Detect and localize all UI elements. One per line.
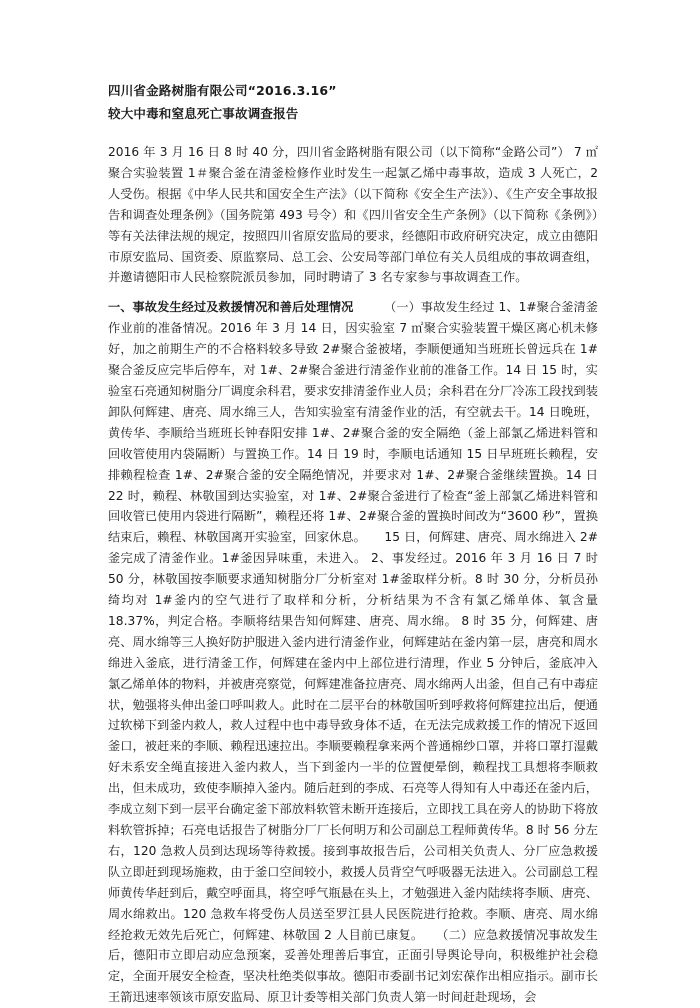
section1-spacer <box>353 300 390 314</box>
intro-paragraph: 2016 年 3 月 16 日 8 时 40 分，四川省金路树脂有限公司（以下简称“金路公司”） 7 ㎡聚合实验装置 1＃聚合釜在清釜检修作业时发生一起氯乙烯中毒事故，造成 3 人死亡，2 人受伤。根据《中华人民共和国安全生产法》（以下简称《安全生产法》）、《生产安全事故报告和调查处理条例》（国务院第 493 号令）和《四川省安全生产条例》（以下简称《条例》）等有关法律法规的规定，按照四川省原安监局的要求，经德阳市政府研究决定，成立由德阳市原安监局、国资委、原监察局、总工会、公安局等部门单位有关人员组成的事故调查组，并邀请德阳市人民检察院派员参加，同时聘请了 3 名专家参与事故调查工作。 <box>108 145 598 285</box>
section1-paragraph <box>108 297 598 1008</box>
section1-body: （一）事故发生经过 1、1#聚合釜清釜作业前的准备情况。2016 年 3 月 14 日，因实验室 7 ㎡聚合实验装置干燥区离心机未修好，加之前期生产的不合格料较多导致 2#聚合釜被堵，李顺便通知当班班长曾远兵在 1#聚合釜反应完毕后停车，对 1#、2#聚合釜进行清釜作业前的准备工作。14 日 15 时，实验室石亮通知树脂分厂调度余科君，要求安排清釜作业人员；余科君在分厂冷冻工段找到装卸队何辉建、唐亮、周水绵三人，告知实验室有清釜作业的活，有空就去干。14 日晚班，黄传华、李顺给当班班长钟春阳安排 1#、2#聚合釜的安全隔绝（釜上部氯乙烯进料管和回收管使用内袋隔断）与置换工作。14 日 19 时，李顺电话通知 15 日早班班长赖程，安排赖程检查 1#、2#聚合釜的安全隔绝情况，并要求对 1#、2#聚合釜继续置换。14 日 22 时，赖程、林敬国到达实验室，对 1#、2#聚合釜进行了检查“釜上部氯乙烯进料管和回收管已使用内袋进行隔断”，赖程还将 1#、2#聚合釜的置换时间改为“3600 秒”，置换结束后，赖程、林敬国离开实验室，回家休息。 15 日，何辉建、唐亮、周水绵进入 2#釜完成了清釜作业。1#釜因异味重，未进入。 2、事发经过。2016 年 3 月 16 日 7 时 50 分，林敬国按李顺要求通知树脂分厂分析室对 1#釜取样分析。8 时 30 分，分析员孙绮均对 1#釜内的空气进行了取样和分析，分析结果为不含有氯乙烯单体、氧含量 18.37%，判定合格。李顺将结果告知何辉建、唐亮、周水绵。 8 时 35 分，何辉建、唐亮、周水绵等三人换好防护服进入釜内进行清釜作业，何辉建站在釜内第一层，唐亮和周水绵进入釜底，进行清釜工作，何辉建在釜内中上部位进行清理，作业 5 分钟后，釜底冲入氯乙烯单体的物料，并被唐亮察觉，何辉建准备拉唐亮、周水绵两人出釜，但自己有中毒症状，勉强将头伸出釜口呼叫救人。此时在二层平台的林敬国听到呼救将何辉建拉出后，便通过软梯下到釜内救人，救人过程中也中毒导致身体不适，在无法完成救援工作的情况下返回釜口，被赶来的李顺、赖程迅速拉出。李顺要赖程拿来两个普通棉纱口罩，并将口罩打湿戴好未系安全绳直接进入釜内救人，当下到釜内一半的位置便晕倒，赖程找工具想将李顺救出，但未成功，致使李顺掉入釜内。随后赶到的李成、石亮等人得知有人中毒还在釜内后，李成立刻下到一层平台确定釜下部放料软管未断开连接后，立即找工具在旁人的协助下将放料软管拆掉；石亮电话报告了树脂分厂厂长何明万和公司副总工程师黄传华。8 时 56 分左右，120 急救人员到达现场等待救援。接到事故报告后，公司相关负责人、分厂应急救援队立即赶到现场施救，由于釜口空间较小，救援人员背空气呼吸器无法进入。公司副总工程师黄传华赶到后，戴空呼面具，将空呼气瓶悬在头上，才勉强进入釜内陆续将李顺、唐亮、周水绵救出。120 急救车将受伤人员送至罗江县人民医院进行抢救。李顺、唐亮、周水绵经抢救无效先后死亡，何辉建、林敬国 2 人目前已康复。 （二）应急救援情况事故发生后，德阳市立即启动应急预案，妥善处理善后事宜，正面引导舆论导向，积极维护社会稳定，全面开展安全检查，坚决杜绝类似事故。德阳市委副书记刘宏葆作出相应指示。副市长王箭迅速率领该市原安监局、原卫计委等相关部门负责人第一时间赶赴现场，会 <box>108 300 598 1005</box>
document-title-line1: 四川省金路树脂有限公司“2016.3.16” <box>108 83 337 98</box>
document-body <box>108 142 598 1008</box>
section1-heading: 一、事故发生经过及救援情况和善后处理情况 <box>108 300 354 315</box>
document-title-line2: 较大中毒和窒息死亡事故调查报告 <box>108 106 299 121</box>
